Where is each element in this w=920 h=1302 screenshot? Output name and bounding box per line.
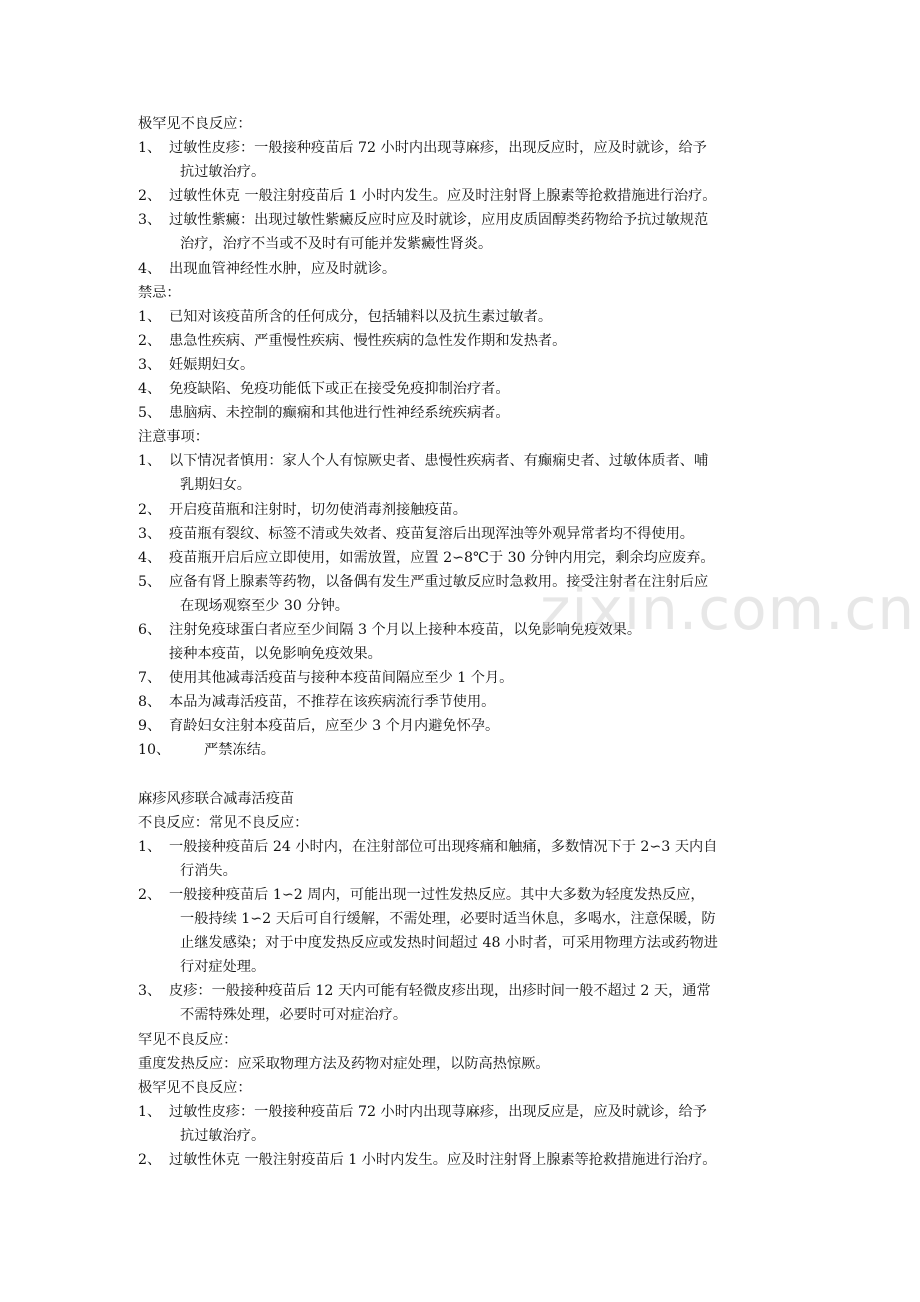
list-item-number: 3、: [138, 356, 162, 373]
list-item-number: 4、: [138, 549, 162, 566]
list-item: [0, 401, 920, 425]
list-item-continuation: 行消失。: [180, 862, 237, 879]
list-item-number: 1、: [138, 838, 162, 855]
list-item: [0, 1148, 920, 1172]
list-item-number: 7、: [138, 670, 162, 687]
list-item-number: 2、: [138, 188, 162, 205]
list-item-text: 过敏性皮疹：一般接种疫苗后 72 小时内出现荨麻疹，出现反应时，应及时就诊，给予: [169, 140, 707, 157]
list-item: [0, 329, 920, 353]
list-item-text: 严禁冻结。: [204, 742, 275, 759]
list-item: [0, 883, 920, 907]
list-item-text: 患急性疾病、严重慢性疾病、慢性疾病的急性发作期和发热者。: [169, 332, 567, 349]
list-item-number: 5、: [138, 573, 162, 590]
list-item: [0, 666, 920, 690]
list-item-number: 2、: [138, 332, 162, 349]
paragraph-line: 罕见不良反应：: [138, 1031, 238, 1048]
list-item-number: 6、: [138, 621, 162, 638]
list-item: [0, 136, 920, 160]
list-item-number: 8、: [138, 694, 162, 711]
list-item-text: 患脑病、未控制的癫痫和其他进行性神经系统疾病者。: [169, 405, 510, 422]
list-item-continuation: 行对症处理。: [180, 959, 266, 976]
list-item: [0, 738, 920, 762]
list-item: [0, 979, 920, 1003]
list-item-number: 5、: [138, 405, 162, 422]
paragraph-line: 麻疹风疹联合减毒活疫苗: [138, 790, 295, 807]
list-item: [0, 835, 920, 859]
list-item: [0, 377, 920, 401]
list-item-continuation: 抗过敏治疗。: [180, 164, 266, 181]
list-item: [0, 1100, 920, 1124]
list-item-text: 应备有肾上腺素等药物，以备偶有发生严重过敏反应时急救用。接受注射者在注射后应: [169, 573, 709, 590]
list-item-text: 开启疫苗瓶和注射时，切勿使消毒剂接触疫苗。: [169, 501, 467, 518]
list-item: [0, 184, 920, 208]
paragraph-line: 极罕见不良反应：: [138, 116, 252, 132]
list-item: [0, 257, 920, 281]
list-item-text: 妊娠期妇女。: [169, 356, 255, 373]
list-item-text: 一般接种疫苗后 1∽2 周内，可能出现一过性发热反应。其中大多数为轻度发热反应，: [169, 887, 705, 903]
list-item-text: 疫苗瓶有裂纹、标签不清或失效者、疫苗复溶后出现浑浊等外观异常者均不得使用。: [169, 525, 694, 542]
list-item-continuation: 不需特殊处理，必要时可对症治疗。: [180, 1007, 408, 1024]
list-item-continuation: 一般持续 1∽2 天后可自行缓解，不需处理，必要时适当休息，多喝水，注意保暖，防: [180, 911, 716, 928]
paragraph-line: 不良反应：常见不良反应：: [138, 814, 309, 831]
list-item-text: 已知对该疫苗所含的任何成分，包括辅料以及抗生素过敏者。: [169, 308, 553, 325]
list-item-number: 3、: [138, 525, 162, 542]
paragraph-line: 重度发热反应：应采取物理方法及药物对症处理，以防高热惊厥。: [138, 1055, 550, 1072]
list-item-text: 以下情况者慎用：家人个人有惊厥史者、患慢性疾病者、有癫痫史者、过敏体质者、哺: [169, 453, 709, 470]
paragraph-line: 禁忌：: [138, 284, 181, 301]
list-item-text: 免疫缺陷、免疫功能低下或正在接受免疫抑制治疗者。: [169, 381, 510, 398]
list-item-number: 4、: [138, 381, 162, 398]
list-item-number: 1、: [138, 1103, 162, 1120]
list-item-continuation: 治疗，治疗不当或不及时有可能并发紫癜性肾炎。: [180, 236, 493, 253]
list-item: [0, 522, 920, 546]
list-item-continuation: 抗过敏治疗。: [180, 1127, 266, 1144]
paragraph-line: 注意事项：: [138, 429, 209, 446]
list-item-number: 1、: [138, 140, 162, 157]
list-item: [0, 690, 920, 714]
list-item-continuation: 在现场观察至少 30 分钟。: [180, 597, 349, 614]
paragraph-line: 极罕见不良反应：: [138, 1079, 252, 1096]
list-item-text: 疫苗瓶开启后应立即使用，如需放置，应置 2∽8℃于 30 分钟内用完，剩余均应废弃。: [169, 549, 715, 566]
list-item-number: 10、: [138, 742, 171, 759]
list-item: [0, 714, 920, 738]
list-item-text: 过敏性休克 一般注射疫苗后 1 小时内发生。应及时注射肾上腺素等抢救措施进行治疗。: [169, 188, 717, 205]
list-item: [0, 498, 920, 522]
list-item-number: 3、: [138, 983, 162, 1000]
list-item: [0, 449, 920, 473]
list-item-number: 1、: [138, 308, 162, 325]
blank-line: [0, 763, 920, 787]
list-item-continuation: 接种本疫苗，以免影响免疫效果。: [169, 646, 382, 663]
list-item-number: 2、: [138, 1152, 162, 1169]
list-item: [0, 353, 920, 377]
list-item-number: 3、: [138, 212, 162, 229]
list-item: [0, 208, 920, 232]
list-item-text: 过敏性皮疹：一般接种疫苗后 72 小时内出现荨麻疹，出现反应是，应及时就诊，给予: [169, 1103, 707, 1120]
list-item-text: 皮疹：一般接种疫苗后 12 天内可能有轻微皮疹出现，出疹时间一般不超过 2 天，通常: [169, 983, 711, 1000]
list-item-number: 4、: [138, 260, 162, 277]
list-item-text: 出现血管神经性水肿，应及时就诊。: [169, 260, 397, 277]
list-item: [0, 305, 920, 329]
list-item-text: 本品为减毒活疫苗，不推荐在该疾病流行季节使用。: [169, 694, 496, 711]
watermark: zixin.com.cn: [540, 575, 916, 643]
list-item-continuation: 止继发感染；对于中度发热反应或发热时间超过 48 小时者，可采用物理方法或药物进: [180, 935, 718, 952]
list-item-number: 9、: [138, 718, 162, 735]
list-item-number: 1、: [138, 453, 162, 470]
list-item-text: 过敏性休克 一般注射疫苗后 1 小时内发生。应及时注射肾上腺素等抢救措施进行治疗。: [169, 1152, 717, 1169]
list-item: [0, 546, 920, 570]
list-item-text: 一般接种疫苗后 24 小时内，在注射部位可出现疼痛和触痛，多数情况下于 2∽3 天内自: [169, 838, 718, 855]
list-item-number: 2、: [138, 501, 162, 518]
list-item-text: 育龄妇女注射本疫苗后，应至少 3 个月内避免怀孕。: [169, 718, 500, 735]
list-item-text: 使用其他减毒活疫苗与接种本疫苗间隔应至少 1 个月。: [169, 670, 514, 687]
list-item-number: 2、: [138, 887, 162, 903]
list-item-continuation: 乳期妇女。: [180, 477, 251, 494]
list-item-text: 注射免疫球蛋白者应至少间隔 3 个月以上接种本疫苗，以免影响免疫效果。: [169, 621, 642, 638]
list-item-text: 过敏性紫癜：出现过敏性紫癜反应时应及时就诊，应用皮质固醇类药物给予抗过敏规范: [169, 212, 709, 229]
